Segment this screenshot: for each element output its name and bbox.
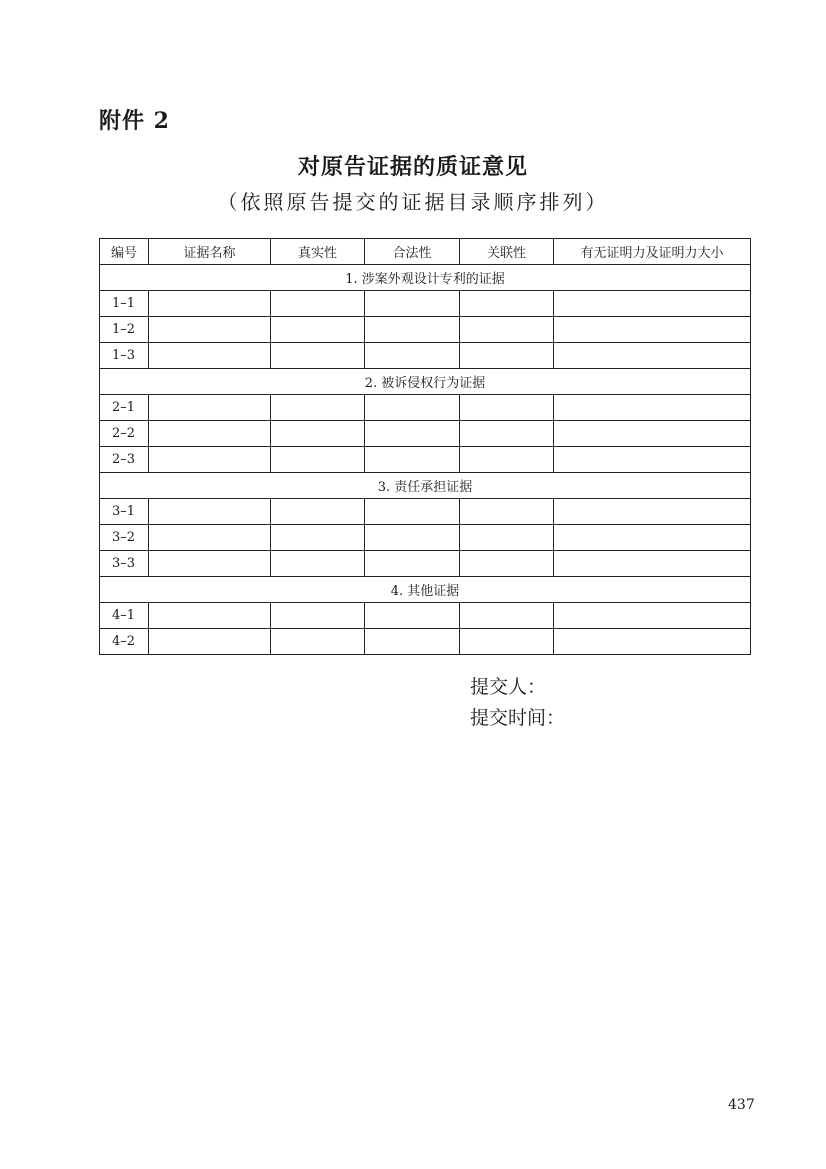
- row-number: 2–1: [100, 395, 149, 421]
- row-number: 3–2: [100, 525, 149, 551]
- cell-probative-value: [554, 525, 751, 551]
- header-cell: 真实性: [271, 239, 365, 265]
- table-row: [100, 291, 751, 317]
- row-number: 4–1: [100, 603, 149, 629]
- cell-legality: [365, 395, 460, 421]
- section-label: 4. 其他证据: [100, 577, 751, 603]
- section-label: 3. 责任承担证据: [100, 473, 751, 499]
- table-row: [100, 499, 751, 525]
- header-cell: 证据名称: [149, 239, 271, 265]
- evidence-table: [99, 238, 751, 655]
- cell-legality: [365, 551, 460, 577]
- cell-relevance: [460, 395, 554, 421]
- cell-evidence-name: [149, 499, 271, 525]
- cell-authenticity: [271, 629, 365, 655]
- cell-evidence-name: [149, 343, 271, 369]
- cell-probative-value: [554, 447, 751, 473]
- cell-legality: [365, 317, 460, 343]
- cell-probative-value: [554, 499, 751, 525]
- section-label: 1. 涉案外观设计专利的证据: [100, 265, 751, 291]
- table-header-row: [100, 239, 751, 265]
- document-subtitle: （依照原告提交的证据目录顺序排列）: [217, 190, 609, 214]
- row-number: 2–3: [100, 447, 149, 473]
- page-number: 437: [728, 1097, 755, 1113]
- cell-probative-value: [554, 291, 751, 317]
- submit-time-label: 提交时间：: [470, 707, 566, 729]
- section-row: [100, 577, 751, 603]
- cell-probative-value: [554, 317, 751, 343]
- cell-evidence-name: [149, 395, 271, 421]
- cell-legality: [365, 629, 460, 655]
- row-number: 4–2: [100, 629, 149, 655]
- section-row: [100, 265, 751, 291]
- cell-probative-value: [554, 343, 751, 369]
- row-number: 3–1: [100, 499, 149, 525]
- row-number: 1–1: [100, 291, 149, 317]
- table-row: [100, 603, 751, 629]
- cell-legality: [365, 499, 460, 525]
- document-title: 对原告证据的质证意见: [297, 154, 528, 180]
- table-row: [100, 421, 751, 447]
- cell-relevance: [460, 499, 554, 525]
- cell-evidence-name: [149, 291, 271, 317]
- table-row: [100, 551, 751, 577]
- cell-evidence-name: [149, 421, 271, 447]
- cell-evidence-name: [149, 317, 271, 343]
- row-number: 1–2: [100, 317, 149, 343]
- cell-authenticity: [271, 551, 365, 577]
- cell-legality: [365, 603, 460, 629]
- table-row: [100, 447, 751, 473]
- table-row: [100, 343, 751, 369]
- cell-relevance: [460, 421, 554, 447]
- cell-legality: [365, 447, 460, 473]
- cell-legality: [365, 525, 460, 551]
- row-number: 2–2: [100, 421, 149, 447]
- cell-relevance: [460, 525, 554, 551]
- cell-probative-value: [554, 421, 751, 447]
- row-number: 3–3: [100, 551, 149, 577]
- attachment-label: 附件 2: [99, 108, 170, 134]
- cell-relevance: [460, 629, 554, 655]
- section-label: 2. 被诉侵权行为证据: [100, 369, 751, 395]
- table-row: [100, 525, 751, 551]
- cell-evidence-name: [149, 447, 271, 473]
- row-number: 1–3: [100, 343, 149, 369]
- cell-relevance: [460, 343, 554, 369]
- cell-evidence-name: [149, 525, 271, 551]
- cell-probative-value: [554, 551, 751, 577]
- cell-probative-value: [554, 395, 751, 421]
- cell-authenticity: [271, 447, 365, 473]
- cell-authenticity: [271, 395, 365, 421]
- submitter-label: 提交人：: [470, 676, 547, 698]
- cell-probative-value: [554, 629, 751, 655]
- cell-authenticity: [271, 499, 365, 525]
- table-row: [100, 317, 751, 343]
- cell-relevance: [460, 447, 554, 473]
- cell-relevance: [460, 317, 554, 343]
- header-cell: 有无证明力及证明力大小: [554, 239, 751, 265]
- cell-authenticity: [271, 317, 365, 343]
- table-row: [100, 629, 751, 655]
- header-cell: 编号: [100, 239, 149, 265]
- table-row: [100, 395, 751, 421]
- cell-relevance: [460, 551, 554, 577]
- cell-probative-value: [554, 603, 751, 629]
- cell-relevance: [460, 603, 554, 629]
- cell-authenticity: [271, 343, 365, 369]
- cell-legality: [365, 343, 460, 369]
- cell-relevance: [460, 291, 554, 317]
- cell-authenticity: [271, 421, 365, 447]
- section-row: [100, 369, 751, 395]
- cell-evidence-name: [149, 551, 271, 577]
- cell-evidence-name: [149, 629, 271, 655]
- cell-authenticity: [271, 291, 365, 317]
- cell-authenticity: [271, 603, 365, 629]
- header-cell: 关联性: [460, 239, 554, 265]
- cell-evidence-name: [149, 603, 271, 629]
- cell-authenticity: [271, 525, 365, 551]
- cell-legality: [365, 421, 460, 447]
- section-row: [100, 473, 751, 499]
- cell-legality: [365, 291, 460, 317]
- header-cell: 合法性: [365, 239, 460, 265]
